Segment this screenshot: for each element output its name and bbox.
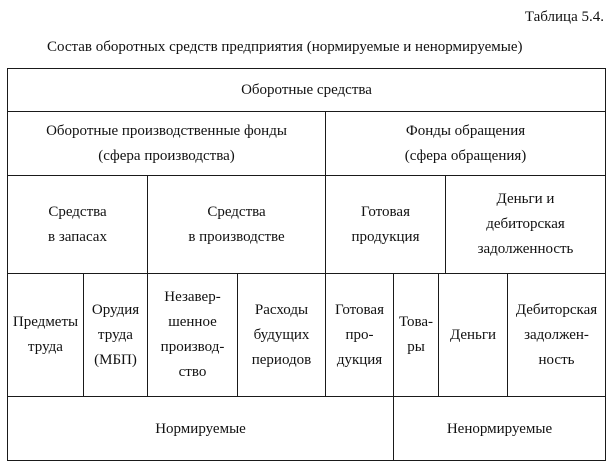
cell-normalized bbox=[8, 397, 393, 460]
cell-stocks bbox=[8, 176, 147, 273]
table-title: Состав оборотных средств предприятия (нормируемые и ненормируемые) bbox=[47, 39, 523, 55]
in-production-label: Средства в производстве bbox=[188, 203, 285, 245]
inventory-label: Предметы труда bbox=[12, 314, 79, 355]
cell-money-receivables bbox=[446, 176, 605, 273]
deferred-label: Расходы будущих периодов bbox=[251, 301, 312, 368]
cell-receivables bbox=[508, 274, 605, 396]
production-funds-label: Оборотные производственные фонды (сфера производства) bbox=[46, 122, 287, 164]
border-right bbox=[605, 68, 606, 461]
cell-non-normalized bbox=[394, 397, 605, 460]
cell-production-funds bbox=[8, 112, 325, 175]
circulation-funds-label: Фонды обращения (сфера обращения) bbox=[404, 122, 527, 164]
normalized-label: Нормируемые bbox=[155, 420, 246, 437]
wip-label: Незавер- шенное производ- ство bbox=[160, 289, 225, 380]
non-normalized-label: Ненормируемые bbox=[446, 420, 553, 437]
cell-in-production bbox=[148, 176, 325, 273]
money-receivables-label: Деньги и дебиторская задолженность bbox=[477, 191, 574, 257]
finished-products-label: Готовая продукция bbox=[351, 203, 420, 245]
cell-finished-products bbox=[326, 176, 445, 273]
table-number: Таблица 5.4. bbox=[524, 9, 604, 25]
money-label: Деньги bbox=[449, 326, 497, 343]
cell-deferred bbox=[238, 274, 325, 396]
cell-tools bbox=[84, 274, 147, 396]
cell-finished-goods bbox=[326, 274, 393, 396]
goods-label: Това- ры bbox=[398, 314, 434, 355]
current-assets-label: Оборотные средства bbox=[241, 82, 372, 98]
cell-current-assets bbox=[8, 69, 605, 111]
receivables-label: Дебиторская задолжен- ность bbox=[515, 301, 598, 368]
tools-label: Орудия труда (МБП) bbox=[91, 301, 140, 368]
cell-money bbox=[439, 274, 507, 396]
cell-goods bbox=[394, 274, 438, 396]
border-bottom bbox=[7, 460, 606, 461]
cell-circulation-funds bbox=[326, 112, 605, 175]
stocks-label: Средства в запасах bbox=[48, 203, 107, 245]
cell-inventory bbox=[8, 274, 83, 396]
cell-wip bbox=[148, 274, 237, 396]
finished-goods-label: Готовая про- дукция bbox=[335, 301, 384, 368]
